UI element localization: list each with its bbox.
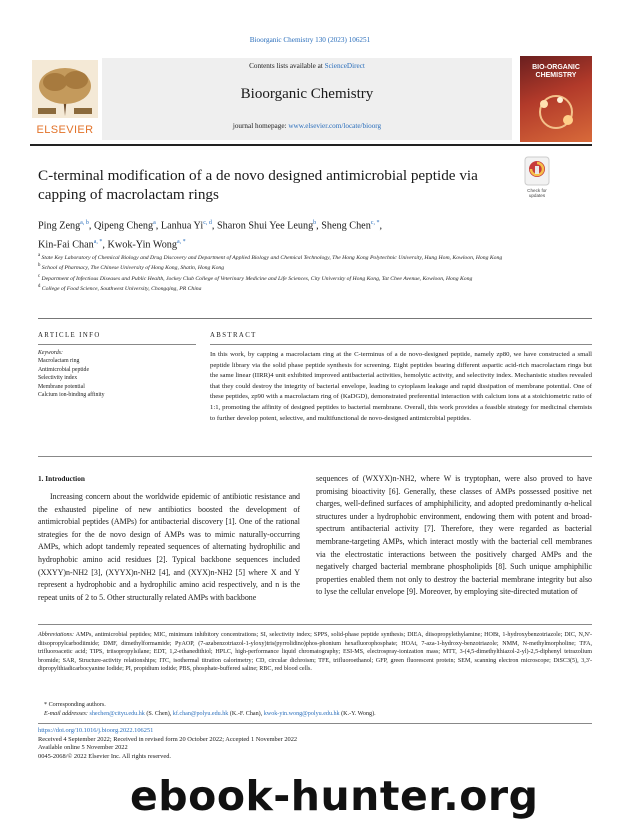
email-addresses (44, 710, 592, 719)
keyword-item: Selectivity index (38, 375, 78, 382)
footer-divider (38, 723, 592, 724)
author-affil-marker[interactable]: a, b (80, 220, 89, 226)
corresponding-authors-note: * Corresponding authors. (44, 702, 106, 708)
abbreviations-footnote (38, 631, 592, 674)
affiliation-item (38, 273, 598, 283)
footnote-divider (38, 624, 592, 625)
body-paragraph: Increasing concern about the worldwide epidemic of antibiotic resistance and the exhausted pipeline of new antibiotics boosted the development of antimicrobial peptides (AMPs) for antibacterial discovery [1]. One of the rational strategies for the de novo design of AMPs was to mimic naturally-occurring AMPs, which adopt tandemly repeated sequences of alternating hydrophilic and hydrophobic amino acid residues [2]. Typical backbone sequences included (XXYY)n-NH2 [3], (XYYX)n-NH2 [4], and (XYX)n-NH2 [5] where X and Y represent a hydrophobic and a hydrophilic amino acid respectively, and n is the repeat units of 2 to 5. Other structurally related AMPs with backbone (38, 492, 300, 602)
keyword-item: Calcium ion-binding affinity (38, 392, 105, 399)
affiliation-marker: d (38, 283, 41, 289)
abbreviations-label: Abbreviations: (38, 632, 74, 638)
body-paragraph: sequences of (WXYX)n-NH2, where W is tryptophan, were also proved to have promising bioactivity [6]. Generally, these classes of AMPs possessed positive net charges, well-defined surfaces of amphiphilicity, and adopted predominantly α-helical structures under a hydrophobic environment, endowing them with potent and broad-spectrum antibacterial activity [7]. Therefore, they were regarded as bacterial membrane-targeting AMPs, which interact mostly with the bacterial cell membranes via the electrostatic interactions between the positively charged AMPs and the negatively charged bacterial membrane phospholipids [8]. Such unique amphiphilic properties enabled them not only to destroy the bacterial membrane integrity but also to lyse the cellular envelope [9]. Moreover, by employing site-directed mutation of (316, 474, 592, 597)
check-updates-icon (524, 156, 550, 186)
article-footer (38, 727, 592, 761)
author-affil-marker[interactable]: c, d (203, 220, 212, 226)
body-column-left (38, 491, 300, 604)
homepage-prefix: journal homepage: (232, 122, 289, 130)
article-info-divider (38, 344, 196, 345)
author-name[interactable]: Qipeng Cheng (93, 220, 154, 232)
cover-title: BIO-ORGANIC CHEMISTRY (532, 64, 580, 79)
email-label: E-mail addresses: (44, 711, 90, 717)
badge-line-1: Check for (527, 188, 547, 193)
email-link[interactable]: kwok-yin.wong@polyu.edu.hk (263, 711, 340, 717)
check-updates-label (516, 188, 558, 198)
affiliation-marker: c (38, 273, 41, 279)
abstract-divider (210, 344, 592, 345)
author-affil-marker[interactable]: a (153, 220, 156, 226)
author-name[interactable]: Kin-Fai Chan (38, 239, 94, 251)
affiliation-text: State Key Laboratory of Chemical Biology and Drug Discovery and Department of Applied Biology and Chemical Technology, The Hong Kong Polytechnic University, Hung Hom, Kowloon, Hong Kong (41, 254, 503, 261)
affiliations-divider (38, 318, 592, 319)
journal-name: Bioorganic Chemistry (240, 86, 374, 102)
keywords-block (38, 349, 198, 399)
keyword-item: Antimicrobial peptide (38, 366, 90, 373)
contents-prefix: Contents lists available at (249, 62, 325, 70)
keyword-item: Membrane potential (38, 383, 85, 390)
body-column-right (316, 473, 592, 599)
author-affil-marker[interactable]: c, * (370, 220, 380, 226)
email-link[interactable]: kf.chan@polyu.edu.hk (172, 711, 229, 717)
header-divider (30, 144, 592, 146)
abstract-text: In this work, by capping a macrolactam ring at the C-terminus of a de novo-designed peptide, namely zp80, we have constructed a small peptide library via the solid phase peptide synthesis for screening. Eight peptides bearing different aspartic acid-rich macrolactam rings but the same linear (IIRR)4 unit exhibited improved antibacterial activities, hemolytic activity, and selectivity index. Mechanistic studies revealed that they could destroy the integrity of bacterial envelope, leading to cytoplasm leakage and rapid dissipation of membrane potential. One of these peptides, zp90 with a macrolactam ring of (KaDGD), demonstrated preferential interaction with calcium ions at a stoichiometric ratio of 1:1, promoting the affinity of designed peptides to bacterial membrane. Overall, this work provides a feasible strategy for medicinal chemists to further develop potent, selective, and multifunctional de novo-designed antimicrobial peptides. (210, 351, 592, 422)
received-dates: Received 4 September 2022; Received in revised form 20 October 2022; Accepted 1 November 2022 (38, 735, 298, 743)
author-name[interactable]: Lanhua Yi (160, 220, 204, 232)
cover-molecule-icon (530, 90, 582, 134)
article-info-heading: ARTICLE INFO (38, 332, 101, 339)
author-affil-marker[interactable]: a, * (176, 239, 186, 246)
affiliation-text: Department of Infectious Diseases and Public Health, Jockey Club College of Veterinary Medicine and Life Sciences, City University of Hong Kong, Tat Chee Avenue, Kowloon, Hong Kong (41, 275, 473, 282)
abstract-bottom-divider (38, 456, 592, 457)
author-affil-marker[interactable]: b (313, 220, 317, 226)
journal-reference-link[interactable]: Bioorganic Chemistry 130 (2023) 106251 (249, 36, 371, 44)
email-owner: (K.-F. Chan), (228, 711, 264, 717)
title-line-2: capping of macrolactam rings (38, 186, 219, 203)
abbreviations-text: AMPs, antimicrobial peptides; MIC, minimum inhibitory concentrations; SI, selectivity index; SPPS, solid-phase peptide synthesis; DIEA, diisopropylethylamine; HOBt, 1-hydroxybenzotriazole; DIC, N,N'-diisopropylcarbodiimide; DMF, dimethylformamide; PyAOP, (7-azabenzotriazol-1-yloxy)tris(pyrrolidino)phos-phonium hexafluorophosphate; HOAt, 7-aza-1-hydroxy-benzotriazole; NMM, N-methylmorpholine; TFA, trifluoroacetic acid; TIPS, triisopropylsilane; EDT, 1,2-ethanedithiol; HPLC, high-performance liquid chromatography; ESI-MS, electrospray-ionization mass; MTT, 3-(4,5-dimethylthiazol-2-yl)-2,5-diphenyl tetrazolium bromide; SAR, Structure-activity relationships; ITC, isothermal titration calorimetry; CD, circular dichroism; TFE, trifluoroethanol; GFP, green fluorescent protein; SEM, scanning electron microscope; DiSC3(5), 3,3'-dipropylthiadicarbocyanine Iodide; PI, propidium iodide; PBS, phosphate-buffered saline; RBC, red blood cells. (38, 632, 592, 673)
homepage-line (102, 122, 512, 130)
author-affil-marker[interactable]: a, * (93, 239, 103, 246)
affiliations (38, 252, 598, 293)
contents-line (102, 62, 512, 70)
author-list: Ping Zeng$^{a, b}$, Qipeng Cheng$^a$, Lanhua Yi$^{c, d}$, Sharon Shui Yee Leung$^b$, Sheng Chen$^{c, *}$, Kin-Fai Chan$^{a, *}$, Kwok-Yin Wong$^{a, *}$ (38, 220, 383, 251)
affiliation-text: College of Food Science, Southwest University, Chongqing, PR China (41, 285, 202, 292)
author-name[interactable]: Ping Zeng (38, 220, 81, 232)
article-title (38, 166, 498, 204)
author-name[interactable]: Sharon Shui Yee Leung (216, 220, 314, 232)
keywords-label: Keywords: (38, 350, 63, 356)
affiliation-text: School of Pharmacy, The Chinese University of Hong Kong, Shatin, Hong Kong (41, 265, 225, 272)
email-owner: (S. Chen), (144, 711, 173, 717)
affiliation-marker: a (38, 253, 41, 258)
copyright: 0045-2068/© 2022 Elsevier Inc. All rights reserved. (38, 752, 171, 760)
abstract-heading: ABSTRACT (210, 332, 257, 339)
affiliation-item (38, 283, 598, 293)
author-name[interactable]: Kwok-Yin Wong (107, 239, 177, 251)
keyword-item: Macrolactam ring (38, 358, 80, 365)
email-link[interactable]: shechen@cityu.edu.hk (89, 711, 145, 717)
author-name[interactable]: Sheng Chen (321, 220, 371, 232)
doi-link[interactable]: https://doi.org/10.1016/j.bioorg.2022.106251 (38, 727, 154, 734)
check-for-updates-button[interactable] (524, 156, 550, 186)
available-online: Available online 5 November 2022 (38, 744, 128, 752)
watermark-text: ebook-hunter.org (130, 772, 539, 820)
section-heading-introduction: 1. Introduction (38, 474, 85, 483)
journal-cover-image[interactable] (520, 56, 592, 142)
homepage-link[interactable]: www.elsevier.com/locate/bioorg (288, 122, 382, 130)
badge-line-2: updates (528, 193, 546, 198)
affiliation-item (38, 262, 598, 272)
affiliation-marker: b (38, 263, 41, 269)
sciencedirect-link[interactable]: ScienceDirect (324, 62, 365, 70)
email-owner: (K.-Y. Wong). (339, 711, 376, 717)
publisher-name: ELSEVIER (36, 124, 94, 136)
title-line-1: C-terminal modification of a de novo designed antimicrobial peptide via (38, 167, 478, 184)
affiliation-item (38, 252, 598, 262)
